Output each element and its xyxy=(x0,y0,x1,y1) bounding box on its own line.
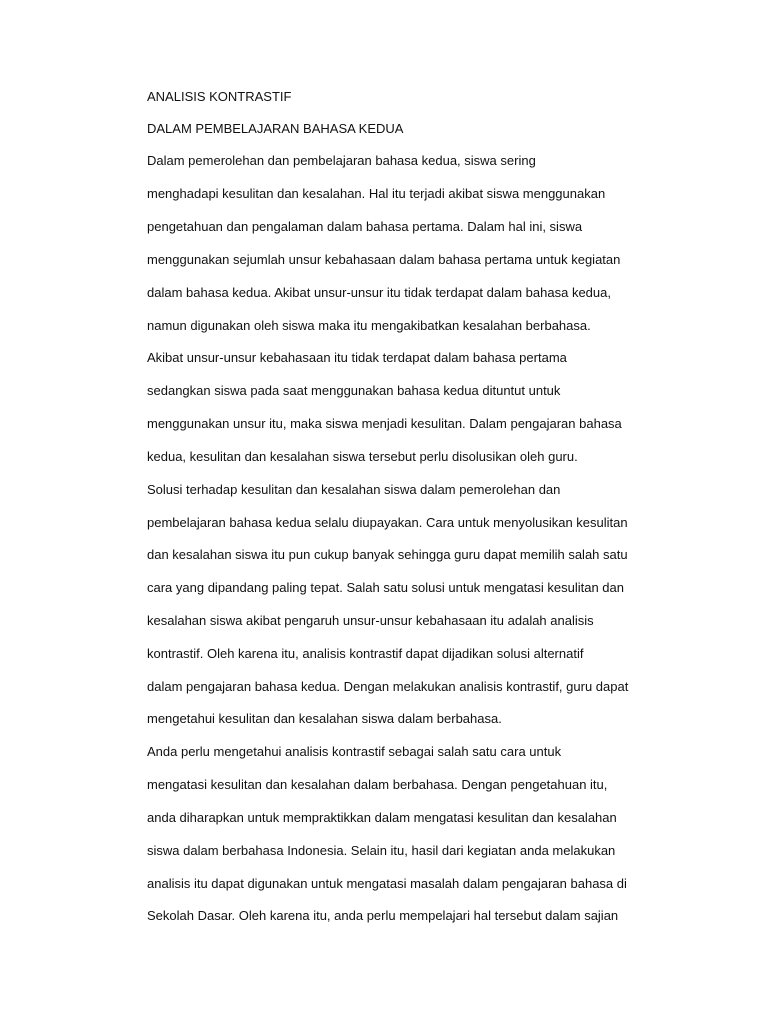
text-line: cara yang dipandang paling tepat. Salah satu solusi untuk mengatasi kesulitan dan xyxy=(147,580,624,595)
text-line: kesalahan siswa akibat pengaruh unsur-unsur kebahasaan itu adalah analisis xyxy=(147,613,594,628)
text-line: dalam pengajaran bahasa kedua. Dengan melakukan analisis kontrastif, guru dapat xyxy=(147,679,629,694)
text-line: mengatasi kesulitan dan kesalahan dalam berbahasa. Dengan pengetahuan itu, xyxy=(147,777,608,792)
text-line: Sekolah Dasar. Oleh karena itu, anda perlu mempelajari hal tersebut dalam sajian xyxy=(147,908,619,923)
text-line: Anda perlu mengetahui analisis kontrastif sebagai salah satu cara untuk xyxy=(147,744,562,759)
text-line: pengetahuan dan pengalaman dalam bahasa pertama. Dalam hal ini, siswa xyxy=(147,219,583,234)
text-line: mengetahui kesulitan dan kesalahan siswa dalam berbahasa. xyxy=(147,711,502,726)
document-title: ANALISIS KONTRASTIF xyxy=(147,89,292,104)
text-line: menggunakan unsur itu, maka siswa menjadi kesulitan. Dalam pengajaran bahasa xyxy=(147,416,622,431)
text-line: kedua, kesulitan dan kesalahan siswa tersebut perlu disolusikan oleh guru. xyxy=(147,449,578,464)
text-line: Dalam pemerolehan dan pembelajaran bahasa kedua, siswa sering xyxy=(147,153,536,168)
text-line: namun digunakan oleh siswa maka itu mengakibatkan kesalahan berbahasa. xyxy=(147,318,591,333)
text-line: pembelajaran bahasa kedua selalu diupayakan. Cara untuk menyolusikan kesulitan xyxy=(147,515,628,530)
text-line: sedangkan siswa pada saat menggunakan bahasa kedua dituntut untuk xyxy=(147,383,561,398)
text-line: Solusi terhadap kesulitan dan kesalahan siswa dalam pemerolehan dan xyxy=(147,482,561,497)
text-line: dalam bahasa kedua. Akibat unsur-unsur itu tidak terdapat dalam bahasa kedua, xyxy=(147,285,611,300)
text-line: Akibat unsur-unsur kebahasaan itu tidak terdapat dalam bahasa pertama xyxy=(147,350,567,365)
text-line: siswa dalam berbahasa Indonesia. Selain itu, hasil dari kegiatan anda melakukan xyxy=(147,843,616,858)
text-line: anda diharapkan untuk mempraktikkan dalam mengatasi kesulitan dan kesalahan xyxy=(147,810,617,825)
text-line: menghadapi kesulitan dan kesalahan. Hal itu terjadi akibat siswa menggunakan xyxy=(147,186,606,201)
document-subtitle: DALAM PEMBELAJARAN BAHASA KEDUA xyxy=(147,121,404,136)
text-line: menggunakan sejumlah unsur kebahasaan dalam bahasa pertama untuk kegiatan xyxy=(147,252,621,267)
text-line: analisis itu dapat digunakan untuk mengatasi masalah dalam pengajaran bahasa di xyxy=(147,876,627,891)
text-line: dan kesalahan siswa itu pun cukup banyak sehingga guru dapat memilih salah satu xyxy=(147,547,628,562)
text-line: kontrastif. Oleh karena itu, analisis kontrastif dapat dijadikan solusi alternatif xyxy=(147,646,584,661)
